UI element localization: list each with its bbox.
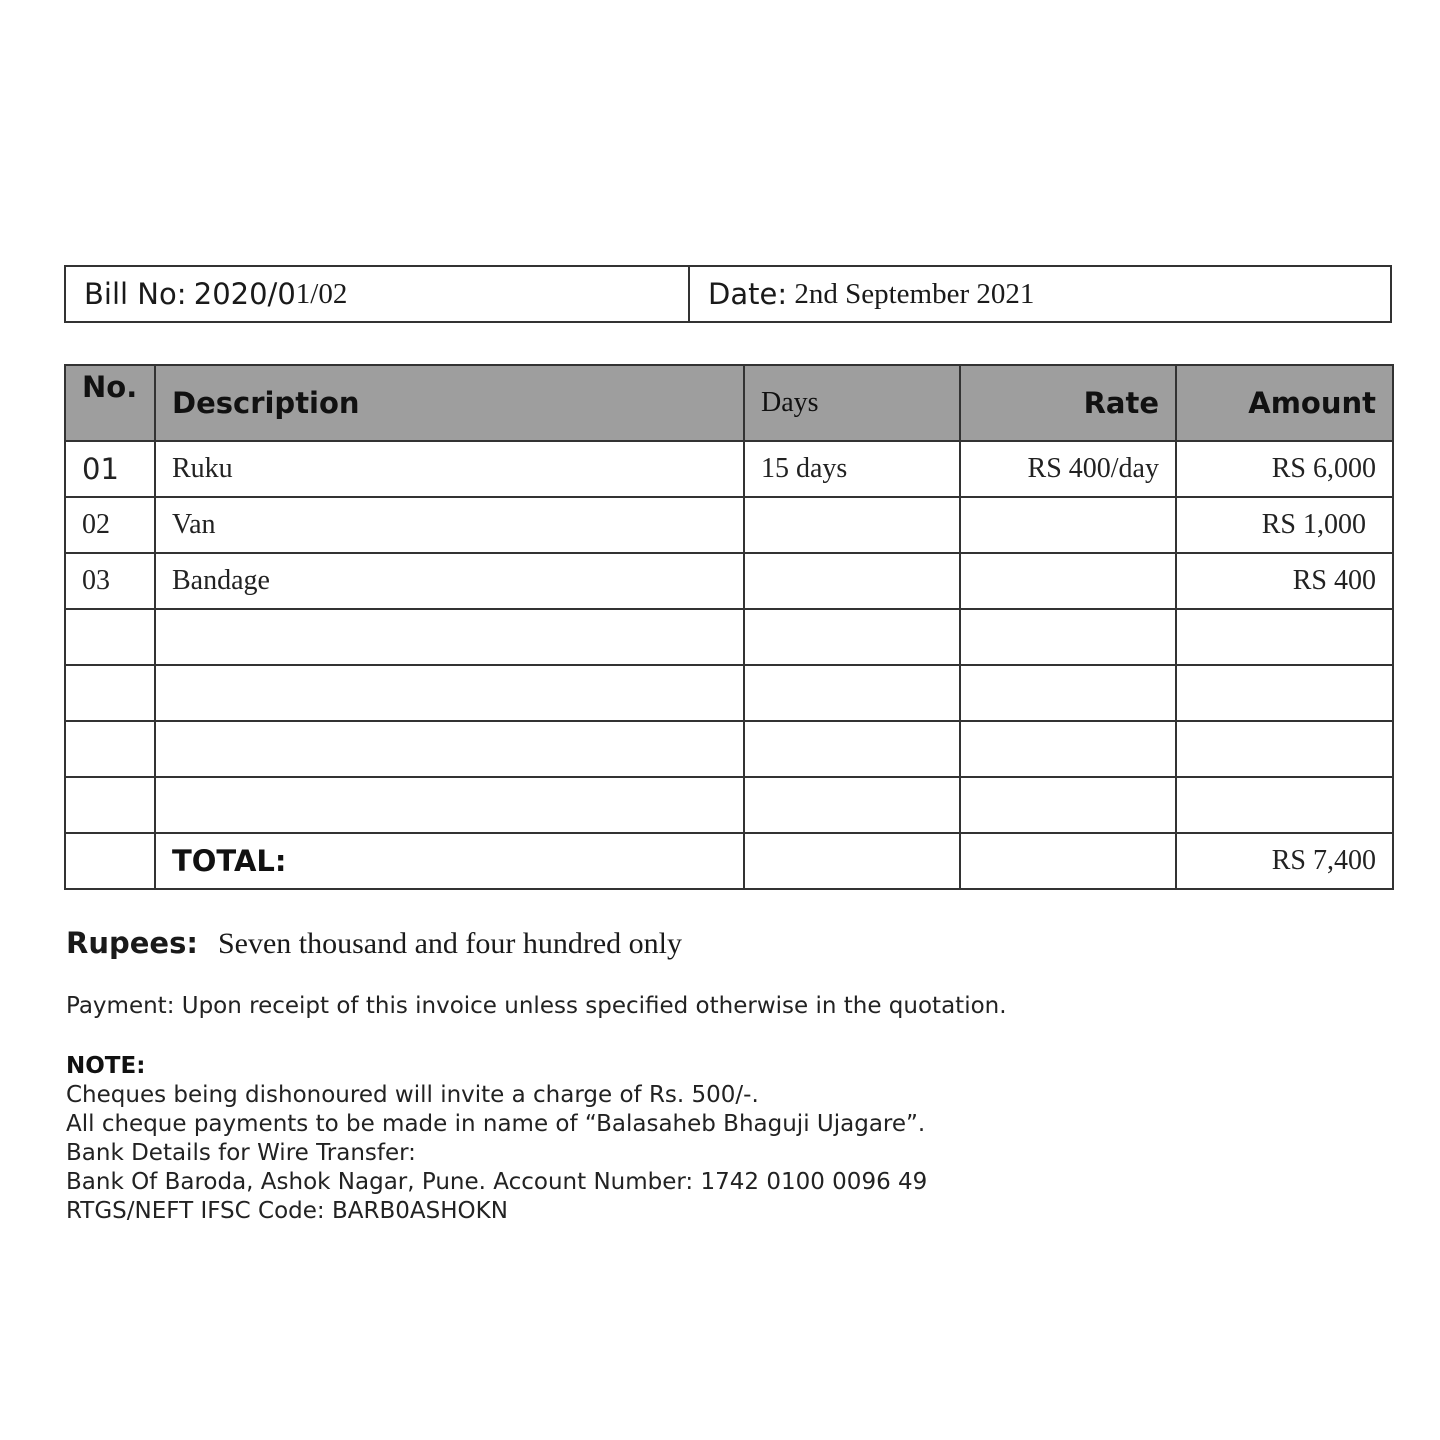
- row-rate: [960, 721, 1176, 777]
- row-description: Bandage: [155, 553, 744, 609]
- row-amount: [1176, 721, 1393, 777]
- row-description: [155, 721, 744, 777]
- date-label: Date:: [708, 277, 788, 311]
- row-amount: [1176, 609, 1393, 665]
- date-value: 2nd September 2021: [794, 277, 1035, 310]
- row-amount: RS 1,000: [1176, 497, 1393, 553]
- row-no: [65, 777, 155, 833]
- row-no: [65, 665, 155, 721]
- row-rate: [960, 665, 1176, 721]
- rupees-value: Seven thousand and four hundred only: [217, 927, 683, 960]
- bill-number-value-prefix: 2020/0: [193, 277, 296, 311]
- column-header-no: No.: [65, 365, 155, 441]
- total-no-cell: [65, 833, 155, 889]
- row-no: 02: [65, 497, 155, 553]
- note-line: All cheque payments to be made in name of “Balasaheb Bhaguji Ujagare”.: [66, 1111, 926, 1137]
- note-line: Bank Details for Wire Transfer:: [66, 1140, 416, 1166]
- row-description: [155, 609, 744, 665]
- row-description: Ruku: [155, 441, 744, 497]
- row-amount: [1176, 665, 1393, 721]
- note-line: RTGS/NEFT IFSC Code: BARB0ASHOKN: [66, 1198, 508, 1224]
- row-rate: [960, 609, 1176, 665]
- table-row: [65, 497, 1393, 553]
- row-no: [65, 721, 155, 777]
- table-row: [65, 609, 1393, 665]
- total-row: [65, 833, 1393, 889]
- row-days: [744, 665, 960, 721]
- table-row: [65, 665, 1393, 721]
- bill-number-label: Bill No:: [84, 277, 187, 311]
- row-rate: [960, 553, 1176, 609]
- row-rate: RS 400/day: [960, 441, 1176, 497]
- row-days: [744, 609, 960, 665]
- row-description: [155, 665, 744, 721]
- note-line: Bank Of Baroda, Ashok Nagar, Pune. Account Number: 1742 0100 0096 49: [66, 1169, 928, 1195]
- row-days: [744, 721, 960, 777]
- row-amount: RS 6,000: [1176, 441, 1393, 497]
- row-rate: [960, 777, 1176, 833]
- column-header-rate: Rate: [960, 365, 1176, 441]
- row-amount: RS 400: [1176, 553, 1393, 609]
- row-description: Van: [155, 497, 744, 553]
- total-label: TOTAL:: [155, 833, 744, 889]
- rupees-label: Rupees:: [66, 926, 198, 960]
- row-days: [744, 497, 960, 553]
- row-days: [744, 777, 960, 833]
- row-description: [155, 777, 744, 833]
- table-row: [65, 553, 1393, 609]
- note-section: [66, 1052, 927, 1226]
- bill-number-cell: [66, 267, 690, 321]
- table-row: [65, 721, 1393, 777]
- row-days: [744, 553, 960, 609]
- amount-in-words: [66, 926, 682, 961]
- total-amount: RS 7,400: [1176, 833, 1393, 889]
- column-header-amount: Amount: [1176, 365, 1393, 441]
- row-amount: [1176, 777, 1393, 833]
- row-no: 01: [65, 441, 155, 497]
- row-no: 03: [65, 553, 155, 609]
- row-rate: [960, 497, 1176, 553]
- row-no: [65, 609, 155, 665]
- items-table: [64, 364, 1394, 890]
- column-header-days: Days: [744, 365, 960, 441]
- note-line: Cheques being dishonoured will invite a charge of Rs. 500/-.: [66, 1082, 759, 1108]
- table-row: [65, 441, 1393, 497]
- table-row: [65, 777, 1393, 833]
- bill-header: [64, 265, 1392, 323]
- table-header-row: [65, 365, 1393, 441]
- total-days-cell: [744, 833, 960, 889]
- note-title: NOTE:: [66, 1053, 146, 1079]
- column-header-description: Description: [155, 365, 744, 441]
- date-cell: [690, 267, 1390, 321]
- bill-number-value-suffix: 1/02: [295, 277, 348, 310]
- payment-terms: Payment: Upon receipt of this invoice unless specified otherwise in the quotation.: [66, 993, 1007, 1019]
- row-days: 15 days: [744, 441, 960, 497]
- total-rate-cell: [960, 833, 1176, 889]
